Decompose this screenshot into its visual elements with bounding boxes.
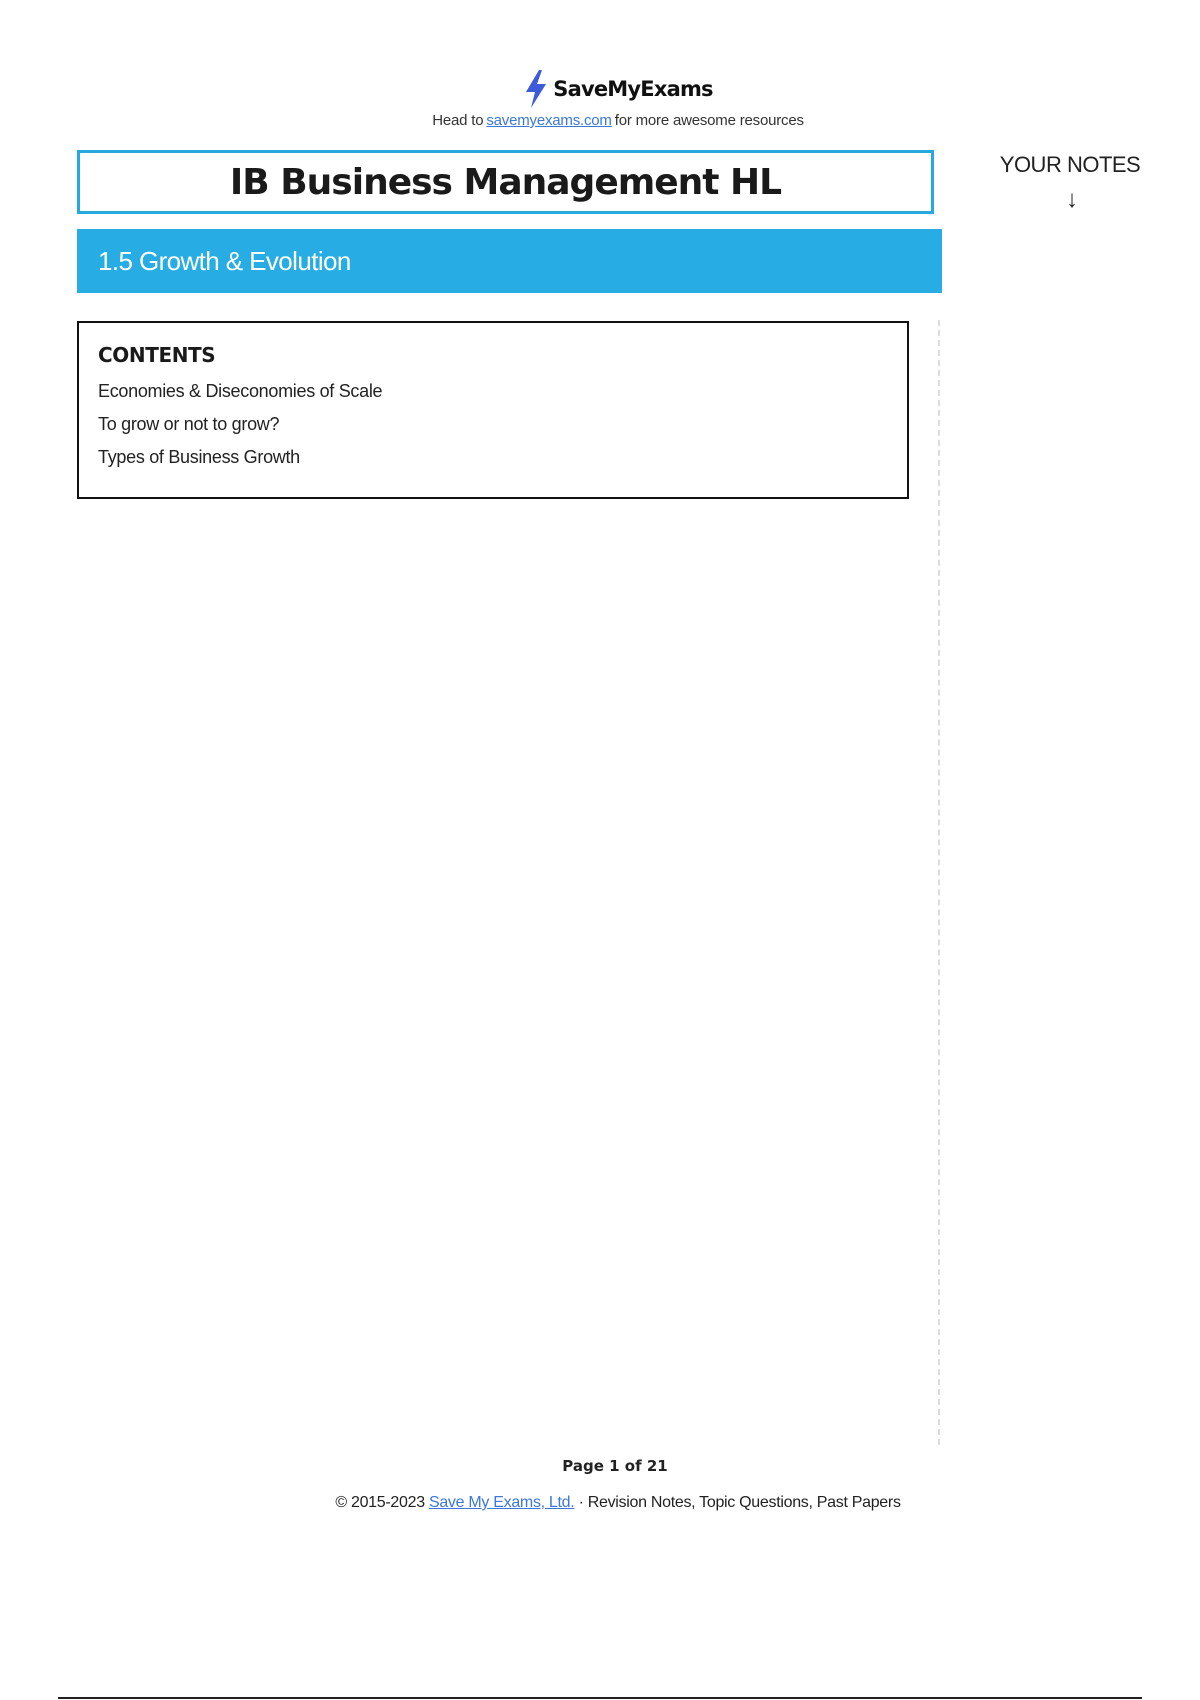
topic-title: 1.5 Growth & Evolution [98, 245, 351, 276]
notes-margin-divider [938, 320, 940, 1445]
contents-box [77, 321, 909, 499]
your-notes-label: YOUR NOTES [999, 152, 1141, 177]
contents-item[interactable]: Types of Business Growth [98, 447, 300, 467]
brand-name: SaveMyExams [553, 77, 713, 101]
page-number: Page 1 of 21 [562, 1457, 668, 1475]
tagline-suffix: for more awesome resources [614, 112, 804, 129]
header-tagline [0, 112, 1200, 129]
topic-banner [77, 229, 942, 293]
contents-heading: CONTENTS [98, 343, 216, 367]
lightning-bolt-icon [523, 70, 549, 108]
savemyexams-link[interactable]: savemyexams.com [486, 112, 612, 129]
company-link[interactable]: Save My Exams, Ltd. [428, 1494, 575, 1511]
title-box [77, 150, 934, 214]
page-bottom-rule [58, 1697, 1142, 1699]
copyright-years: © 2015-2023 [335, 1494, 425, 1511]
arrow-down-icon: ↓ [1066, 186, 1078, 213]
brand-logo[interactable] [0, 70, 1200, 108]
page-title: IB Business Management HL [229, 161, 782, 203]
copyright-line [0, 1494, 1200, 1512]
tagline-prefix: Head to [432, 112, 484, 129]
contents-item[interactable]: To grow or not to grow? [98, 414, 280, 434]
copyright-suffix: · Revision Notes, Topic Questions, Past Papers [578, 1494, 901, 1511]
contents-item[interactable]: Economies & Diseconomies of Scale [98, 381, 383, 401]
